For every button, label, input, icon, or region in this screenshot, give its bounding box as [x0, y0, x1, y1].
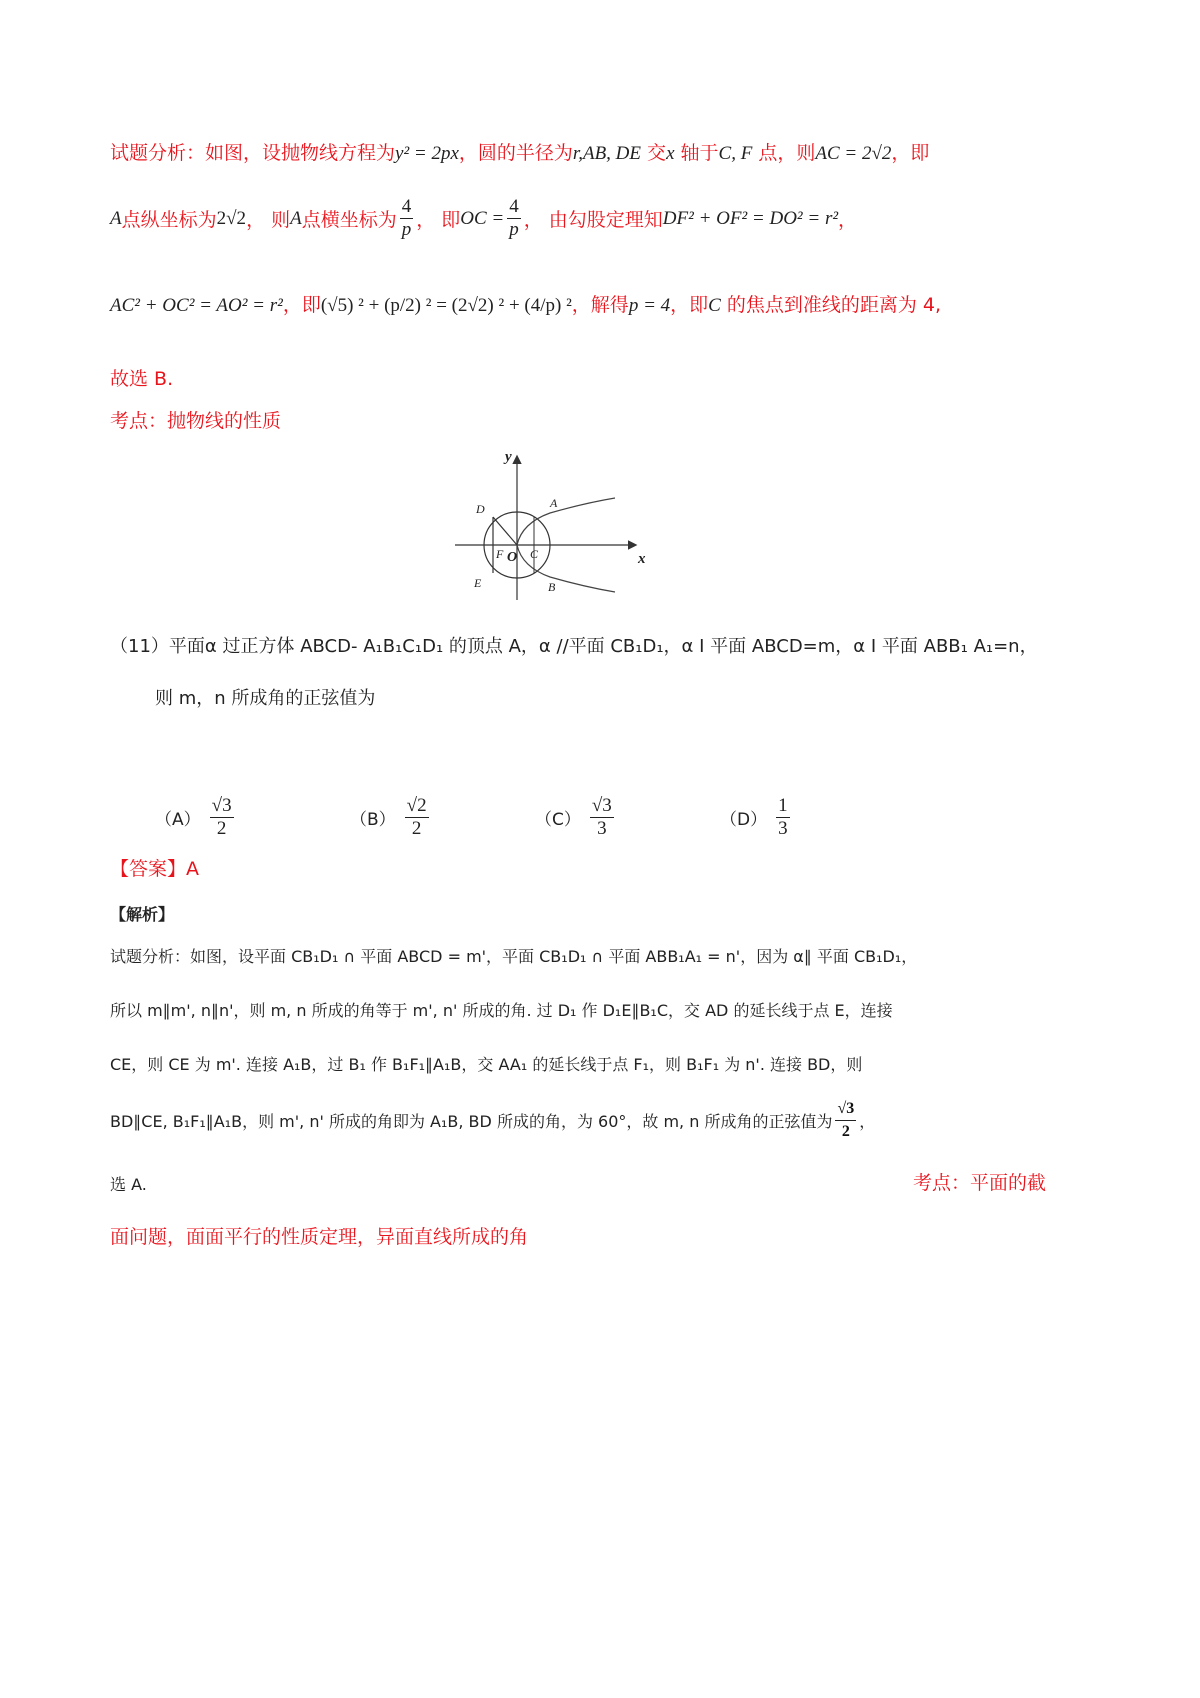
- solution-line-3: CE，则 CE 为 m'. 连接 A₁B，过 B₁ 作 B₁F₁∥A₁B，交 AA₁ 的延长线于点 F₁，则 B₁F₁ 为 n'. 连接 BD，则: [110, 1055, 863, 1074]
- numerator: √3: [211, 795, 232, 816]
- option-label: （A）: [155, 810, 201, 830]
- pythagoras-equation-2: AC² + OC² = AO² = r²: [110, 295, 283, 316]
- denominator: 2: [841, 1123, 850, 1140]
- option-b[interactable]: [350, 795, 432, 840]
- numerator: √3: [835, 1098, 856, 1121]
- solution-line-1: 试题分析：如图，设平面 CB₁D₁ ∩ 平面 ABCD = m'，平面 CB₁D₁ ∩ 平面 ABB₁A₁ = n'，因为 α∥ 平面 CB₁D₁，: [110, 947, 918, 966]
- label-x: x: [638, 551, 646, 567]
- numerator: 4: [401, 196, 412, 217]
- analysis-line-1: [110, 138, 929, 165]
- solution-line-4: [110, 1098, 875, 1143]
- text: ， 由勾股定理知: [523, 209, 663, 231]
- denominator: 3: [778, 818, 788, 839]
- analysis-line-3: [110, 290, 941, 317]
- text: ，即: [282, 294, 321, 316]
- key-point-2-part-1: 考点：平面的截: [912, 1172, 1046, 1194]
- oc-equation: OC =: [460, 207, 505, 229]
- conclusion: 故选 B.: [110, 368, 174, 390]
- analysis-line-2: [110, 196, 857, 241]
- option-c[interactable]: [535, 795, 617, 840]
- solution-line-5: 选 A.: [110, 1175, 147, 1194]
- text: 试题分析：如图，设抛物线方程为: [110, 142, 396, 164]
- fraction-4-over-p: [507, 196, 521, 241]
- question-11-prompt: 则 m，n 所成角的正弦值为: [155, 688, 376, 709]
- label-o: O: [507, 550, 518, 565]
- label-e: E: [474, 576, 482, 590]
- option-a[interactable]: [155, 795, 237, 840]
- option-value: [776, 795, 790, 840]
- parabola-upper: [517, 498, 615, 545]
- solution-line-2: 所以 m∥m', n∥n'，则 m, n 所成的角等于 m', n' 所成的角. 过 D₁ 作 D₁E∥B₁C，交 AD 的延长线于点 E，连接: [110, 1001, 893, 1020]
- p-value: p = 4: [628, 295, 671, 316]
- segments: AB, DE: [582, 143, 642, 164]
- text: 点纵坐标为: [121, 209, 217, 231]
- denominator: 3: [597, 818, 607, 839]
- text: ， 则: [246, 209, 291, 231]
- option-value: [405, 795, 429, 840]
- option-value: [210, 795, 234, 840]
- text: 的焦点到准线的距离为 4,: [720, 294, 942, 316]
- text: ， 即: [416, 209, 461, 231]
- text: ，即: [670, 294, 709, 316]
- c-symbol: C: [708, 295, 721, 316]
- text: 点，则: [752, 142, 816, 164]
- sine-value: [835, 1098, 856, 1143]
- option-label: （B）: [350, 810, 396, 830]
- point-a: A: [290, 207, 302, 229]
- text: ，即: [891, 142, 930, 164]
- numerator: √2: [406, 795, 427, 816]
- option-label: （C）: [535, 810, 581, 830]
- label-a: A: [550, 496, 558, 510]
- text: 交: [641, 142, 667, 164]
- key-point-1: 考点：抛物线的性质: [110, 410, 282, 432]
- parabola-equation: y² = 2px: [395, 143, 459, 164]
- denominator: p: [401, 219, 412, 240]
- label-d: D: [476, 502, 485, 516]
- denominator: p: [509, 219, 519, 240]
- denominator: 2: [216, 818, 227, 839]
- label-y: y: [505, 449, 512, 465]
- garbled-equation: (√5) ² + (p/2) ² = (2√2) ² + (4/p) ²: [320, 295, 572, 316]
- numerator: 1: [778, 795, 788, 816]
- option-d[interactable]: [720, 795, 793, 840]
- label-b: B: [548, 580, 556, 594]
- numerator: √3: [591, 795, 612, 816]
- fraction-4-over-p: [400, 196, 414, 241]
- denominator: 2: [411, 818, 422, 839]
- text: ，解得: [571, 294, 629, 316]
- answer-label: 【答案】A: [110, 858, 199, 880]
- radius-symbol: r,: [572, 143, 583, 164]
- pythagoras-equation: DF² + OF² = DO² = r²: [662, 207, 839, 229]
- text: 轴于: [674, 142, 719, 164]
- points: C, F: [718, 143, 753, 164]
- numerator: 4: [509, 196, 519, 217]
- key-point-2-part-2: 面问题，面面平行的性质定理，异面直线所成的角: [110, 1226, 529, 1248]
- analysis-heading: 【解析】: [110, 905, 175, 924]
- text: 点横坐标为: [301, 209, 397, 231]
- question-11: （11）平面α 过正方体 ABCD- A₁B₁C₁D₁ 的顶点 A，α //平面 CB₁D₁，α I 平面 ABCD=m，α I 平面 ABB₁ A₁=n，: [110, 636, 1038, 657]
- text: BD∥CE, B₁F₁∥A₁B，则 m', n' 所成的角即为 A₁B, BD 所成的角，为 60°，故 m, n 所成角的正弦值为: [110, 1112, 833, 1131]
- value: 2√2: [216, 207, 247, 229]
- parabola-circle-figure: [450, 445, 660, 610]
- label-f: F: [496, 547, 504, 561]
- point-a: A: [110, 207, 122, 229]
- x-symbol: x: [666, 143, 675, 164]
- text: ，: [859, 1112, 876, 1131]
- text: ，圆的半径为: [458, 142, 573, 164]
- segment-do: [493, 517, 517, 545]
- label-c: C: [530, 547, 539, 561]
- text: ，: [838, 209, 858, 231]
- option-label: （D）: [720, 810, 768, 830]
- option-value: [590, 795, 614, 840]
- ac-equation: AC = 2√2: [815, 143, 892, 164]
